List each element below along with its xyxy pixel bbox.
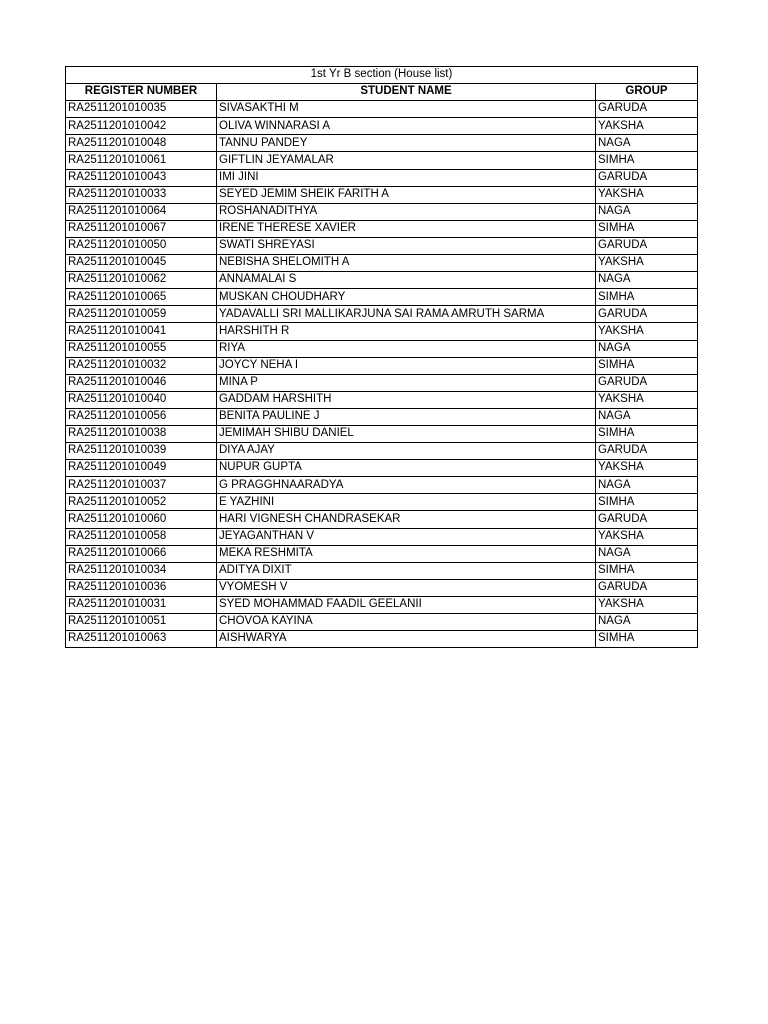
register-number-cell: RA2511201010039 bbox=[66, 443, 217, 460]
group-cell: GARUDA bbox=[596, 374, 698, 391]
register-number-cell: RA2511201010036 bbox=[66, 579, 217, 596]
student-name-cell: HARI VIGNESH CHANDRASEKAR bbox=[217, 511, 596, 528]
group-cell: NAGA bbox=[596, 272, 698, 289]
group-cell: YAKSHA bbox=[596, 255, 698, 272]
register-number-cell: RA2511201010062 bbox=[66, 272, 217, 289]
register-number-cell: RA2511201010046 bbox=[66, 374, 217, 391]
table-row bbox=[66, 118, 698, 135]
header-register-number: REGISTER NUMBER bbox=[66, 84, 217, 101]
student-name-cell: HARSHITH R bbox=[217, 323, 596, 340]
register-number-cell: RA2511201010035 bbox=[66, 101, 217, 118]
table-row bbox=[66, 237, 698, 254]
register-number-cell: RA2511201010032 bbox=[66, 357, 217, 374]
group-cell: NAGA bbox=[596, 614, 698, 631]
register-number-cell: RA2511201010040 bbox=[66, 391, 217, 408]
header-row bbox=[66, 84, 698, 101]
student-name-cell: IRENE THERESE XAVIER bbox=[217, 220, 596, 237]
student-name-cell: JEYAGANTHAN V bbox=[217, 528, 596, 545]
table-row bbox=[66, 169, 698, 186]
house-list-sheet bbox=[65, 66, 697, 648]
table-row bbox=[66, 203, 698, 220]
group-cell: NAGA bbox=[596, 545, 698, 562]
group-cell: SIMHA bbox=[596, 631, 698, 648]
group-cell: GARUDA bbox=[596, 101, 698, 118]
register-number-cell: RA2511201010050 bbox=[66, 237, 217, 254]
register-number-cell: RA2511201010042 bbox=[66, 118, 217, 135]
table-row bbox=[66, 186, 698, 203]
group-cell: NAGA bbox=[596, 340, 698, 357]
title-row bbox=[66, 67, 698, 84]
table-row bbox=[66, 494, 698, 511]
register-number-cell: RA2511201010052 bbox=[66, 494, 217, 511]
register-number-cell: RA2511201010058 bbox=[66, 528, 217, 545]
group-cell: SIMHA bbox=[596, 289, 698, 306]
header-group: GROUP bbox=[596, 84, 698, 101]
group-cell: NAGA bbox=[596, 135, 698, 152]
table-row bbox=[66, 135, 698, 152]
group-cell: YAKSHA bbox=[596, 118, 698, 135]
table-row bbox=[66, 579, 698, 596]
register-number-cell: RA2511201010065 bbox=[66, 289, 217, 306]
student-name-cell: RIYA bbox=[217, 340, 596, 357]
group-cell: GARUDA bbox=[596, 511, 698, 528]
student-name-cell: TANNU PANDEY bbox=[217, 135, 596, 152]
group-cell: YAKSHA bbox=[596, 391, 698, 408]
table-row bbox=[66, 101, 698, 118]
group-cell: NAGA bbox=[596, 408, 698, 425]
student-name-cell: G PRAGGHNAARADYA bbox=[217, 477, 596, 494]
register-number-cell: RA2511201010038 bbox=[66, 425, 217, 442]
student-name-cell: ADITYA DIXIT bbox=[217, 562, 596, 579]
register-number-cell: RA2511201010060 bbox=[66, 511, 217, 528]
student-name-cell: JEMIMAH SHIBU DANIEL bbox=[217, 425, 596, 442]
group-cell: SIMHA bbox=[596, 562, 698, 579]
table-row bbox=[66, 391, 698, 408]
student-name-cell: BENITA PAULINE J bbox=[217, 408, 596, 425]
table-row bbox=[66, 272, 698, 289]
table-row bbox=[66, 511, 698, 528]
register-number-cell: RA2511201010051 bbox=[66, 614, 217, 631]
table-body bbox=[66, 101, 698, 648]
table-row bbox=[66, 255, 698, 272]
student-name-cell: AISHWARYA bbox=[217, 631, 596, 648]
table-row bbox=[66, 562, 698, 579]
student-name-cell: SWATI SHREYASI bbox=[217, 237, 596, 254]
register-number-cell: RA2511201010064 bbox=[66, 203, 217, 220]
student-name-cell: ANNAMALAI S bbox=[217, 272, 596, 289]
table-row bbox=[66, 614, 698, 631]
house-list-table bbox=[65, 66, 698, 648]
group-cell: SIMHA bbox=[596, 357, 698, 374]
student-name-cell: JOYCY NEHA I bbox=[217, 357, 596, 374]
table-row bbox=[66, 323, 698, 340]
table-row bbox=[66, 306, 698, 323]
table-row bbox=[66, 596, 698, 613]
table-row bbox=[66, 357, 698, 374]
group-cell: GARUDA bbox=[596, 443, 698, 460]
group-cell: YAKSHA bbox=[596, 528, 698, 545]
register-number-cell: RA2511201010033 bbox=[66, 186, 217, 203]
student-name-cell: VYOMESH V bbox=[217, 579, 596, 596]
table-row bbox=[66, 340, 698, 357]
group-cell: YAKSHA bbox=[596, 596, 698, 613]
register-number-cell: RA2511201010063 bbox=[66, 631, 217, 648]
group-cell: GARUDA bbox=[596, 169, 698, 186]
table-row bbox=[66, 443, 698, 460]
table-row bbox=[66, 425, 698, 442]
register-number-cell: RA2511201010031 bbox=[66, 596, 217, 613]
table-row bbox=[66, 528, 698, 545]
register-number-cell: RA2511201010061 bbox=[66, 152, 217, 169]
student-name-cell: YADAVALLI SRI MALLIKARJUNA SAI RAMA AMRUTH SARMA bbox=[217, 306, 596, 323]
student-name-cell: GIFTLIN JEYAMALAR bbox=[217, 152, 596, 169]
group-cell: GARUDA bbox=[596, 579, 698, 596]
group-cell: NAGA bbox=[596, 203, 698, 220]
group-cell: SIMHA bbox=[596, 425, 698, 442]
register-number-cell: RA2511201010066 bbox=[66, 545, 217, 562]
group-cell: GARUDA bbox=[596, 306, 698, 323]
register-number-cell: RA2511201010055 bbox=[66, 340, 217, 357]
table-row bbox=[66, 460, 698, 477]
group-cell: NAGA bbox=[596, 477, 698, 494]
register-number-cell: RA2511201010056 bbox=[66, 408, 217, 425]
group-cell: YAKSHA bbox=[596, 186, 698, 203]
group-cell: YAKSHA bbox=[596, 460, 698, 477]
table-row bbox=[66, 477, 698, 494]
header-student-name: STUDENT NAME bbox=[217, 84, 596, 101]
group-cell: GARUDA bbox=[596, 237, 698, 254]
student-name-cell: GADDAM HARSHITH bbox=[217, 391, 596, 408]
table-row bbox=[66, 152, 698, 169]
student-name-cell: SYED MOHAMMAD FAADIL GEELANII bbox=[217, 596, 596, 613]
student-name-cell: MEKA RESHMITA bbox=[217, 545, 596, 562]
student-name-cell: IMI JINI bbox=[217, 169, 596, 186]
student-name-cell: OLIVA WINNARASI A bbox=[217, 118, 596, 135]
register-number-cell: RA2511201010049 bbox=[66, 460, 217, 477]
group-cell: SIMHA bbox=[596, 220, 698, 237]
table-title: 1st Yr B section (House list) bbox=[66, 67, 698, 84]
table-row bbox=[66, 545, 698, 562]
register-number-cell: RA2511201010043 bbox=[66, 169, 217, 186]
student-name-cell: NEBISHA SHELOMITH A bbox=[217, 255, 596, 272]
register-number-cell: RA2511201010045 bbox=[66, 255, 217, 272]
table-row bbox=[66, 374, 698, 391]
student-name-cell: MUSKAN CHOUDHARY bbox=[217, 289, 596, 306]
student-name-cell: SEYED JEMIM SHEIK FARITH A bbox=[217, 186, 596, 203]
table-row bbox=[66, 631, 698, 648]
group-cell: SIMHA bbox=[596, 152, 698, 169]
student-name-cell: E YAZHINI bbox=[217, 494, 596, 511]
register-number-cell: RA2511201010067 bbox=[66, 220, 217, 237]
student-name-cell: NUPUR GUPTA bbox=[217, 460, 596, 477]
group-cell: YAKSHA bbox=[596, 323, 698, 340]
student-name-cell: ROSHANADITHYA bbox=[217, 203, 596, 220]
register-number-cell: RA2511201010059 bbox=[66, 306, 217, 323]
register-number-cell: RA2511201010034 bbox=[66, 562, 217, 579]
group-cell: SIMHA bbox=[596, 494, 698, 511]
student-name-cell: MINA P bbox=[217, 374, 596, 391]
table-row bbox=[66, 220, 698, 237]
table-row bbox=[66, 408, 698, 425]
student-name-cell: SIVASAKTHI M bbox=[217, 101, 596, 118]
table-row bbox=[66, 289, 698, 306]
register-number-cell: RA2511201010041 bbox=[66, 323, 217, 340]
register-number-cell: RA2511201010037 bbox=[66, 477, 217, 494]
student-name-cell: CHOVOA KAYINA bbox=[217, 614, 596, 631]
register-number-cell: RA2511201010048 bbox=[66, 135, 217, 152]
student-name-cell: DIYA AJAY bbox=[217, 443, 596, 460]
